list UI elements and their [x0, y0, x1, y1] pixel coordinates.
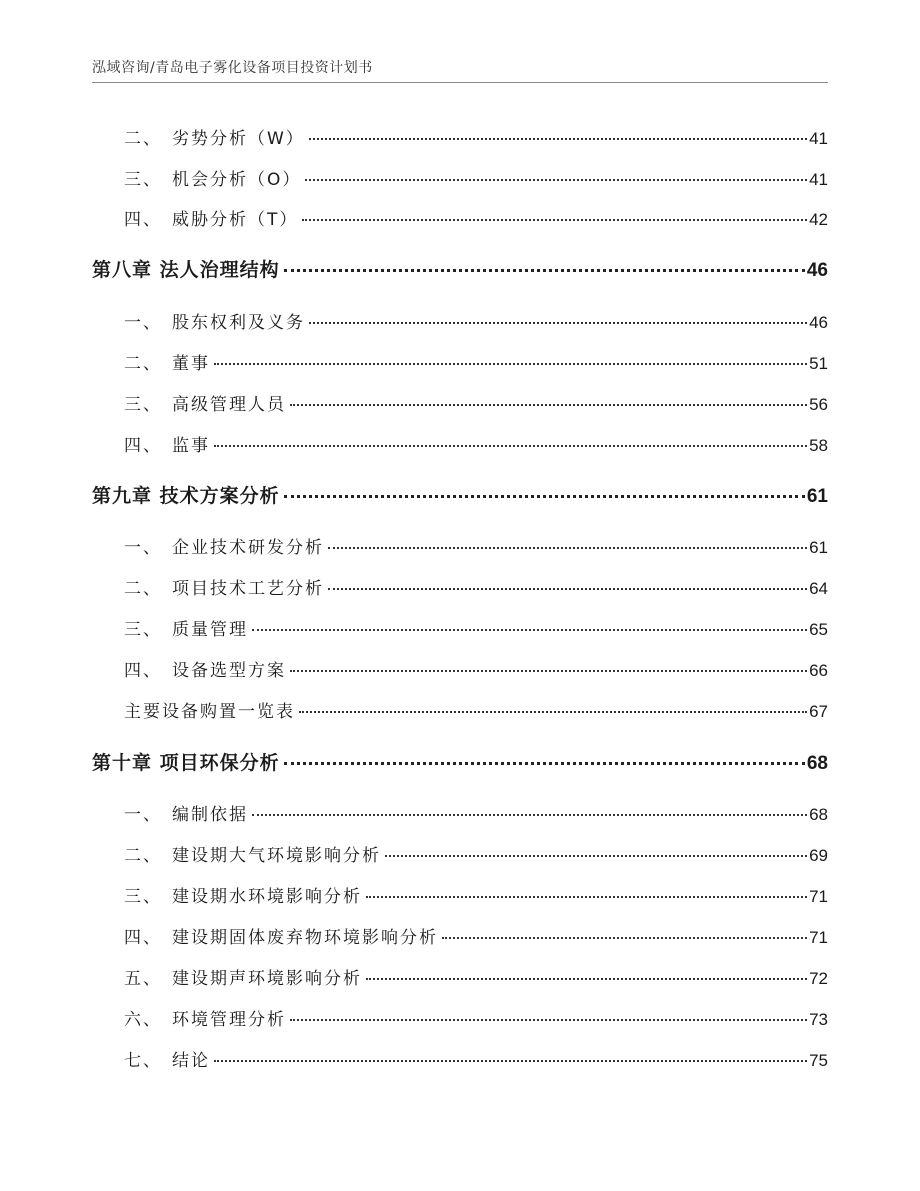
toc-entry-number: 四、: [124, 928, 162, 948]
toc-chapter-title: 第八章 法人治理结构: [92, 259, 280, 281]
toc-entry-number: 一、: [124, 805, 162, 825]
toc-entry-page: 72: [809, 969, 828, 988]
toc-entry-number: 二、: [124, 129, 162, 149]
toc-entry[interactable]: [124, 964, 828, 994]
dot-leader: [252, 629, 807, 631]
dot-leader: [302, 219, 807, 221]
toc-entry-title: 威胁分析（T）: [172, 210, 299, 230]
toc-entry-title: 机会分析（O）: [172, 170, 302, 190]
toc-entry-number: 二、: [124, 846, 162, 866]
dot-leader: [309, 322, 807, 324]
dot-leader: [290, 670, 807, 672]
toc-entry-page: 65: [809, 620, 828, 639]
toc-entry[interactable]: [124, 431, 828, 461]
toc-entry-page: 46: [809, 313, 828, 332]
toc-entry[interactable]: [124, 390, 828, 420]
toc-entry-title: 董事: [172, 354, 210, 374]
toc-entry-title: 质量管理: [172, 620, 248, 640]
toc-entry-title: 编制依据: [172, 805, 248, 825]
toc-entry-title: 建设期水环境影响分析: [172, 887, 362, 907]
toc-entry-number: 四、: [124, 436, 162, 456]
dot-leader: [299, 711, 807, 713]
toc-entry[interactable]: [124, 349, 828, 379]
toc-entry-page: 73: [809, 1010, 828, 1029]
toc-chapter-title: 第九章 技术方案分析: [92, 485, 280, 507]
toc-entry-number: 五、: [124, 969, 162, 989]
toc-entry-title: 建设期声环境影响分析: [172, 969, 362, 989]
toc-entry-number: 三、: [124, 620, 162, 640]
dot-leader: [328, 588, 807, 590]
running-header-text: 泓域咨询/青岛电子雾化设备项目投资计划书: [92, 60, 373, 76]
toc-entry[interactable]: [124, 656, 828, 686]
toc-entry-number: 三、: [124, 170, 162, 190]
toc-entry-title: 高级管理人员: [172, 395, 286, 415]
toc-entry-page: 69: [809, 846, 828, 865]
dot-leader: [385, 855, 807, 857]
toc-entry-page: 41: [809, 170, 828, 189]
toc-entry[interactable]: [124, 533, 828, 563]
toc-entry-title: 主要设备购置一览表: [124, 702, 295, 722]
dot-leader: [290, 404, 807, 406]
toc-entry[interactable]: [124, 841, 828, 871]
toc-entry-title: 企业技术研发分析: [172, 538, 324, 558]
toc-entry[interactable]: [124, 1046, 828, 1076]
toc-entry-title: 环境管理分析: [172, 1010, 286, 1030]
toc-entry[interactable]: [124, 1005, 828, 1035]
toc-entry-number: 四、: [124, 210, 162, 230]
toc-entry-number: 四、: [124, 661, 162, 681]
toc-entry-page: 61: [809, 538, 828, 557]
toc-entry-number: 一、: [124, 538, 162, 558]
toc-entry-page: 58: [809, 436, 828, 455]
toc-entry[interactable]: [124, 923, 828, 953]
dot-leader: [442, 937, 807, 939]
dot-leader: [309, 138, 807, 140]
toc-chapter-page: 61: [806, 486, 828, 507]
toc-entry[interactable]: [124, 800, 828, 830]
dot-leader: [366, 896, 807, 898]
toc-entry-page: 67: [809, 702, 828, 721]
toc-chapter-entry[interactable]: [92, 748, 828, 778]
toc-chapter-page: 68: [806, 753, 828, 774]
toc-entry-title: 监事: [172, 436, 210, 456]
toc-entry-title: 项目技术工艺分析: [172, 579, 324, 599]
toc-entry-title: 建设期大气环境影响分析: [172, 846, 381, 866]
toc-entry-number: 二、: [124, 354, 162, 374]
toc-entry-number: 二、: [124, 579, 162, 599]
toc-entry-page: 56: [809, 395, 828, 414]
toc-entry-number: 三、: [124, 887, 162, 907]
toc-entry-page: 68: [809, 805, 828, 824]
toc-entry-title: 劣势分析（W）: [172, 129, 305, 149]
toc-entry-page: 71: [809, 928, 828, 947]
toc-entry-number: 七、: [124, 1051, 162, 1071]
dot-leader: [214, 1060, 807, 1062]
toc-entry-title: 结论: [172, 1051, 210, 1071]
toc-entry-page: 42: [809, 210, 828, 229]
toc-entry[interactable]: [124, 697, 828, 727]
toc-entry-page: 41: [809, 129, 828, 148]
toc-entry[interactable]: [124, 615, 828, 645]
dot-leader: [305, 179, 807, 181]
toc-entry-page: 75: [809, 1051, 828, 1070]
running-header: [92, 58, 828, 83]
toc-entry-title: 股东权利及义务: [172, 313, 305, 333]
dot-leader: [214, 445, 807, 447]
dot-leader: [214, 363, 807, 365]
dot-leader: [252, 814, 807, 816]
dot-leader: [284, 762, 805, 765]
toc-entry[interactable]: [124, 205, 828, 235]
dot-leader: [284, 269, 805, 272]
toc-entry-page: 71: [809, 887, 828, 906]
dot-leader: [328, 547, 807, 549]
dot-leader: [284, 495, 805, 498]
dot-leader: [290, 1019, 807, 1021]
toc-entry-title: 设备选型方案: [172, 661, 286, 681]
toc-entry-number: 六、: [124, 1010, 162, 1030]
toc-entry-number: 三、: [124, 395, 162, 415]
toc-entry[interactable]: [124, 165, 828, 195]
toc-entry-number: 一、: [124, 313, 162, 333]
toc-entry-title: 建设期固体废弃物环境影响分析: [172, 928, 438, 948]
toc-entry[interactable]: [124, 574, 828, 604]
toc-entry[interactable]: [124, 124, 828, 154]
toc-chapter-title: 第十章 项目环保分析: [92, 752, 280, 774]
toc-entry-page: 64: [809, 579, 828, 598]
toc-chapter-entry[interactable]: [92, 481, 828, 511]
toc-entry[interactable]: [124, 308, 828, 338]
toc-entry-page: 51: [809, 354, 828, 373]
toc-entry[interactable]: [124, 882, 828, 912]
toc-chapter-entry[interactable]: [92, 255, 828, 285]
dot-leader: [366, 978, 807, 980]
toc-chapter-page: 46: [806, 260, 828, 281]
toc-entry-page: 66: [809, 661, 828, 680]
